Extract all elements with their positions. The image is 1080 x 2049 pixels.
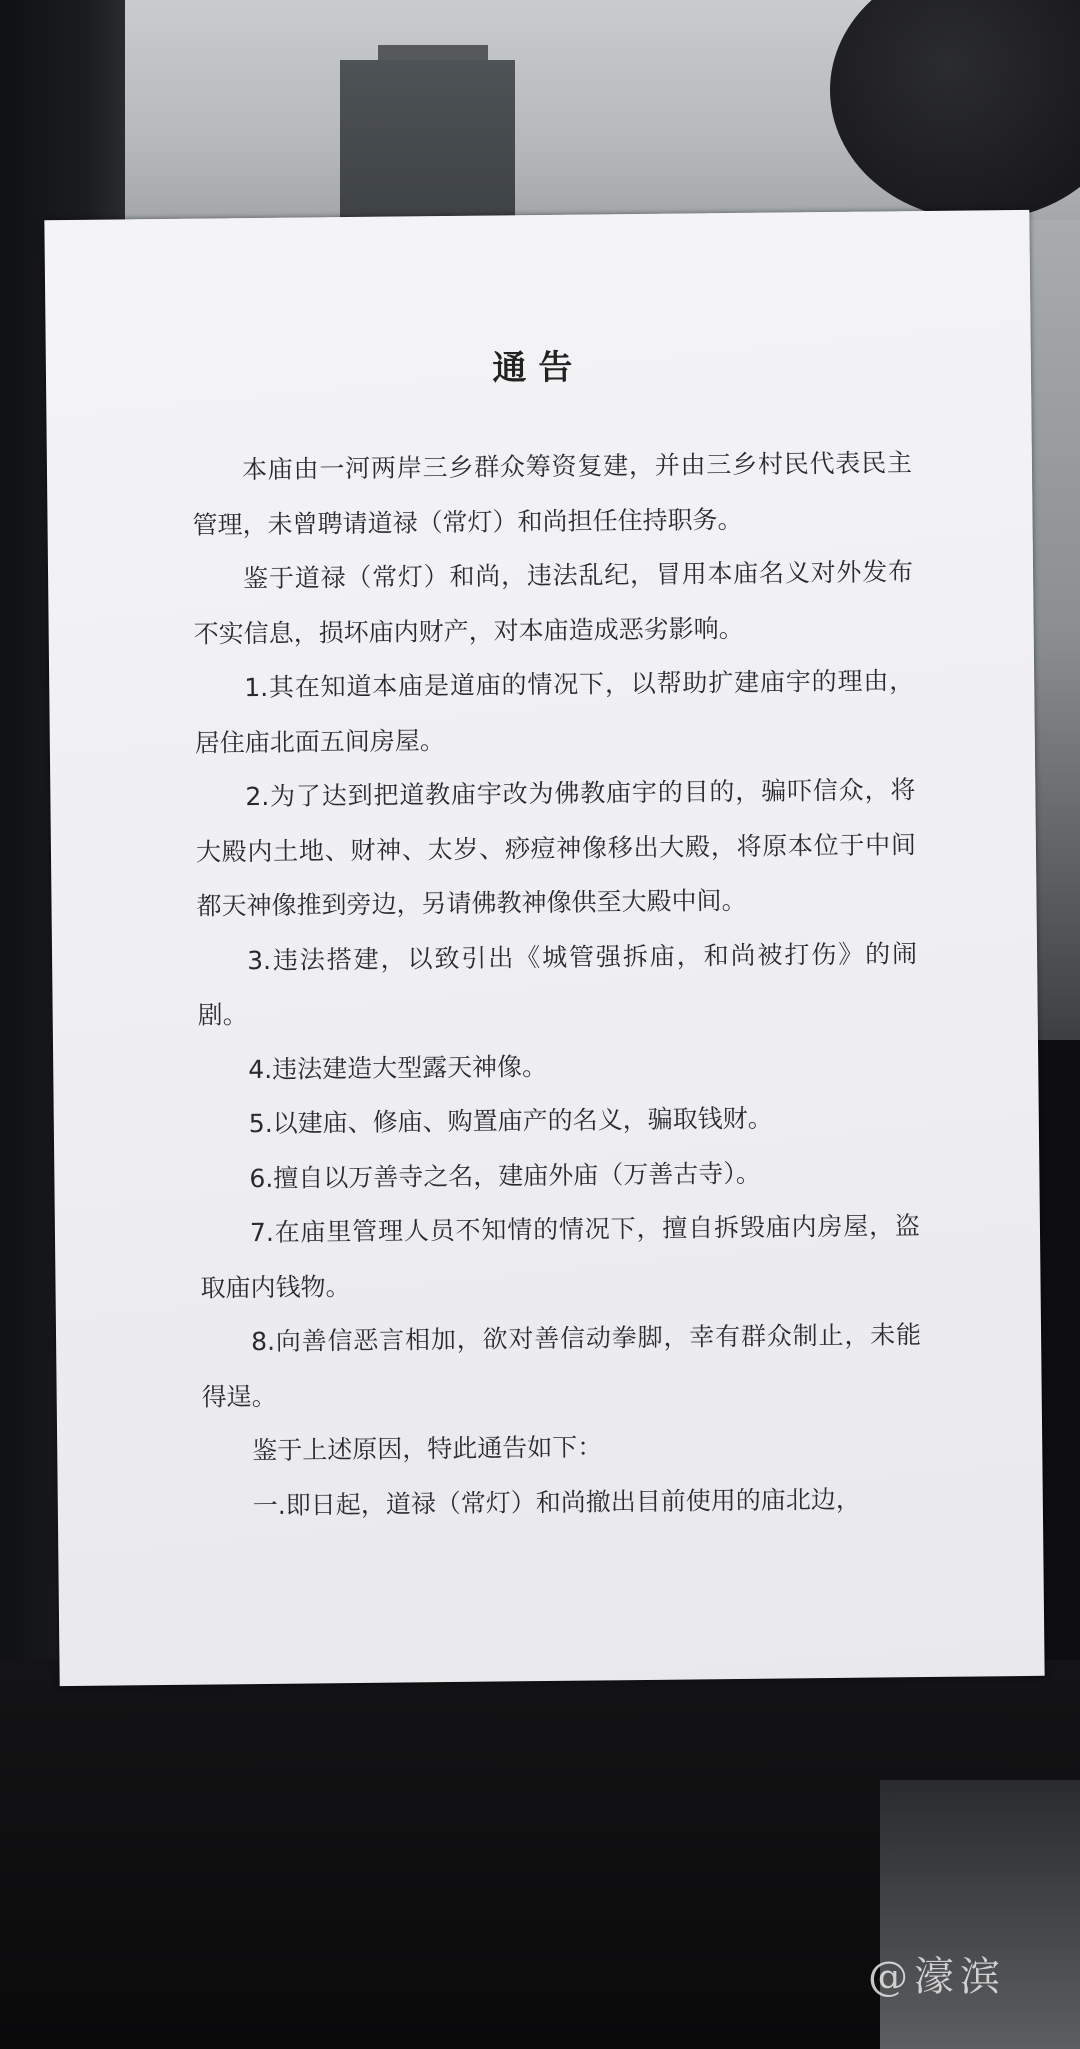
notice-body <box>192 436 923 1533</box>
door-lower-reflection <box>880 1780 1080 2049</box>
notice-paragraph: 鉴于上述原因，特此通告如下： <box>252 1432 603 1466</box>
notice-item: 8.向善信恶言相加，欲对善信动拳脚，幸有群众制止，未能得逞。 <box>201 1320 922 1412</box>
notice-item: 6.擅自以万善寺之名，建庙外庙（万善古寺）。 <box>249 1158 761 1193</box>
notice-paragraph: 鉴于道禄（常灯）和尚，违法乱纪，冒用本庙名义对外发布不实信息，损坏庙内财产，对本庙造成恶劣影响。 <box>193 557 914 649</box>
notice-title: 通告 <box>492 347 585 389</box>
notice-item: 1.其在知道本庙是道庙的情况下，以帮助扩建庙宇的理由，居住庙北面五间房屋。 <box>194 666 915 758</box>
watermark: @濠滨 <box>868 1954 1006 2000</box>
notice-paper <box>44 210 1044 1686</box>
notice-item: 4.违法建造大型露天神像。 <box>248 1051 548 1084</box>
notice-item: 7.在庙里管理人员不知情的情况下，擅自拆毁庙内房屋，盗取庙内钱物。 <box>200 1211 921 1303</box>
notice-item: 2.为了达到把道教庙宇改为佛教庙宇的目的，骗吓信众，将大殿内土地、财神、太岁、痧痘神像移出大殿，将原本位于中间都天神像推到旁边，另请佛教神像供至大殿中间。 <box>195 775 917 921</box>
notice-paragraph: 本庙由一河两岸三乡群众筹资复建，并由三乡村民代表民主管理，未曾聘请道禄（常灯）和尚担任住持职务。 <box>192 448 913 540</box>
notice-paragraph: 一.即日起，道禄（常灯）和尚撤出目前使用的庙北边， <box>252 1484 861 1520</box>
notice-item: 5.以建庙、修庙、购置庙产的名义，骗取钱财。 <box>248 1103 773 1139</box>
notice-item: 3.违法搭建，以致引出《城管强拆庙，和尚被打伤》的闹剧。 <box>197 938 918 1030</box>
